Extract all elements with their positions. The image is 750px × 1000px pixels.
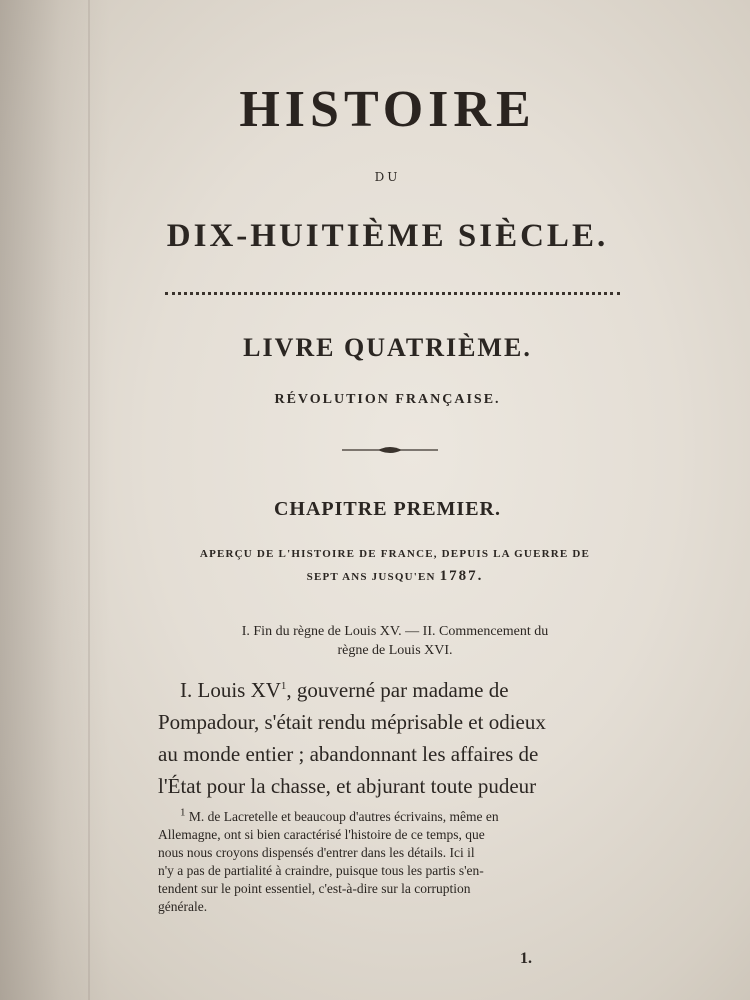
chapter-argument: [165, 543, 625, 588]
summary-line-2: règne de Louis XVI.: [337, 643, 453, 658]
book-subtitle: DIX-HUITIÈME SIÈCLE.: [166, 218, 609, 254]
footnote-reference: 1: [280, 680, 287, 692]
footnote: [158, 808, 616, 916]
argument-line-1: APERÇU DE L'HISTOIRE DE FRANCE, DEPUIS LA GUERRE DE: [199, 548, 591, 560]
footnote-line-1: [158, 808, 616, 826]
body-line-4: l'État pour la chasse, et abjurant toute pudeur: [158, 774, 537, 798]
footnote-line-6: générale.: [158, 899, 208, 914]
body-line-1-end: , gouverné par madame de: [286, 678, 509, 702]
body-line-1: [158, 674, 620, 706]
chapter-summary: [170, 622, 620, 660]
signature-mark: 1.: [520, 950, 532, 967]
body-paragraph: [158, 674, 620, 802]
book-title: HISTOIRE: [239, 81, 536, 138]
footnote-line-2: Allemagne, ont si bien caractérisé l'histoire de ce temps, que: [158, 827, 485, 842]
argument-year: 1787.: [439, 568, 484, 584]
footnote-line-1-text: M. de Lacretelle et beaucoup d'autres écrivains, même en: [188, 809, 499, 824]
chapter-heading: CHAPITRE PREMIER.: [273, 498, 501, 520]
argument-line-2: [165, 565, 625, 588]
footnote-line-4: n'y a pas de partialité à craindre, puisque tous les partis s'en-: [158, 863, 484, 878]
body-line-1-start: I. Louis XV: [180, 678, 281, 702]
title-connector: DU: [374, 170, 401, 184]
livre-heading: LIVRE QUATRIÈME.: [243, 333, 532, 362]
footnote-line-3: nous nous croyons dispensés d'entrer dans les détails. Ici il: [158, 845, 475, 860]
argument-line-2-text: SEPT ANS JUSQU'EN: [306, 571, 436, 583]
body-line-3: au monde entier ; abandonnant les affaires de: [158, 742, 539, 766]
footnote-line-5: tendent sur le point essentiel, c'est-à-dire sur la corruption: [158, 881, 471, 896]
page-fold: [88, 0, 90, 1000]
ornament-divider: [340, 440, 440, 460]
body-line-2: Pompadour, s'était rendu méprisable et odieux: [158, 710, 546, 734]
livre-subheading: RÉVOLUTION FRANÇAISE.: [274, 392, 501, 407]
dotted-rule: [165, 292, 620, 295]
gutter-shadow: [0, 0, 110, 1000]
summary-line-1: I. Fin du règne de Louis XV. — II. Commencement du: [241, 624, 549, 639]
footnote-marker: 1: [180, 806, 186, 819]
